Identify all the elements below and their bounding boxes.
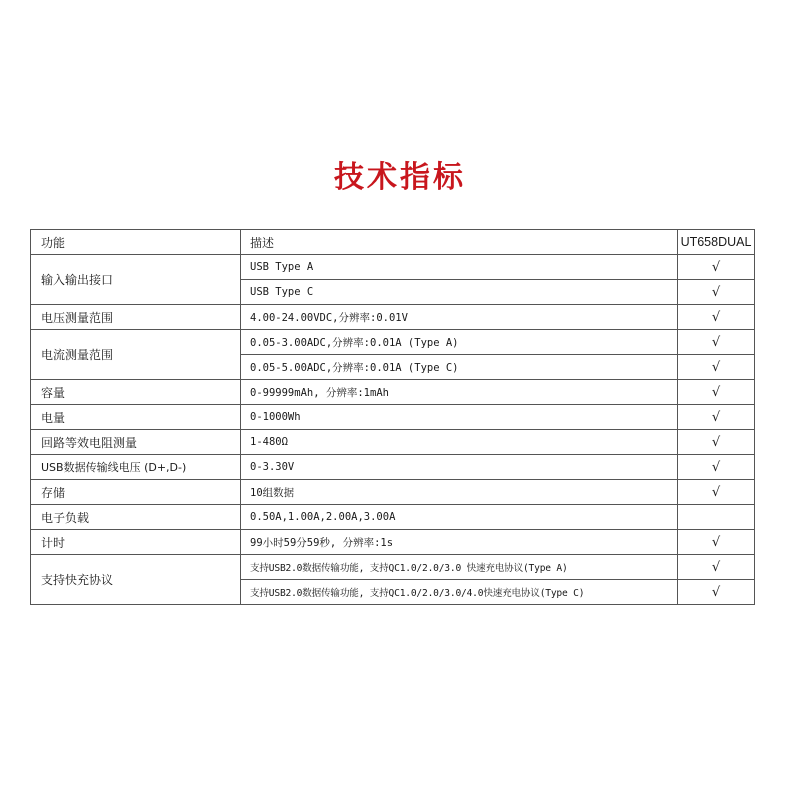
check-mark: √ [678, 480, 755, 505]
table-row [31, 455, 755, 480]
row-desc-energy: 0-1000Wh [241, 405, 678, 430]
row-desc-fast-charge-a: 支持USB2.0数据传输功能, 支持QC1.0/2.0/3.0 快速充电协议(Type A) [241, 555, 678, 580]
row-desc-capacity: 0-99999mAh, 分辨率:1mAh [241, 380, 678, 405]
row-function-timer: 计时 [31, 530, 241, 555]
table-row [31, 330, 755, 355]
check-mark: √ [678, 255, 755, 280]
row-desc-io-c: USB Type C [241, 280, 678, 305]
row-desc-current-a: 0.05-3.00ADC,分辨率:0.01A (Type A) [241, 330, 678, 355]
check-mark: √ [678, 555, 755, 580]
check-mark: √ [678, 305, 755, 330]
table-row [31, 255, 755, 280]
check-mark: √ [678, 430, 755, 455]
check-mark: √ [678, 455, 755, 480]
row-function-data-line: USB数据传输线电压 (D+,D-) [31, 455, 241, 480]
row-function-capacity: 容量 [31, 380, 241, 405]
check-mark: √ [678, 380, 755, 405]
row-function-energy: 电量 [31, 405, 241, 430]
table-row [31, 555, 755, 580]
row-function-resistance: 回路等效电阻测量 [31, 430, 241, 455]
row-function-voltage: 电压测量范围 [31, 305, 241, 330]
check-mark: √ [678, 355, 755, 380]
table-row [31, 305, 755, 330]
row-function-storage: 存储 [31, 480, 241, 505]
page-title: 技术指标 [334, 160, 466, 195]
header-description: 描述 [241, 230, 678, 255]
row-desc-resistance: 1-480Ω [241, 430, 678, 455]
row-desc-storage: 10组数据 [241, 480, 678, 505]
row-function-fast-charge: 支持快充协议 [31, 555, 241, 605]
row-desc-timer: 99小时59分59秒, 分辨率:1s [241, 530, 678, 555]
row-desc-current-c: 0.05-5.00ADC,分辨率:0.01A (Type C) [241, 355, 678, 380]
table-row [31, 380, 755, 405]
row-function-current: 电流测量范围 [31, 330, 241, 380]
check-mark: √ [678, 405, 755, 430]
table-row [31, 430, 755, 455]
check-mark: √ [678, 580, 755, 605]
spec-table [30, 229, 755, 605]
table-row [31, 480, 755, 505]
check-mark: √ [678, 330, 755, 355]
row-desc-voltage: 4.00-24.00VDC,分辨率:0.01V [241, 305, 678, 330]
table-header-row [31, 230, 755, 255]
row-desc-data-line: 0-3.30V [241, 455, 678, 480]
header-function: 功能 [31, 230, 241, 255]
row-desc-load: 0.50A,1.00A,2.00A,3.00A [241, 505, 678, 530]
row-function-io: 输入输出接口 [31, 255, 241, 305]
row-desc-io-a: USB Type A [241, 255, 678, 280]
table-row [31, 405, 755, 430]
header-model: UT658DUAL [678, 230, 755, 255]
check-mark: √ [678, 280, 755, 305]
row-desc-fast-charge-c: 支持USB2.0数据传输功能, 支持QC1.0/2.0/3.0/4.0快速充电协议(Type C) [241, 580, 678, 605]
table-row [31, 530, 755, 555]
table-row [31, 505, 755, 530]
row-function-load: 电子负载 [31, 505, 241, 530]
check-mark: √ [678, 530, 755, 555]
check-mark [678, 505, 755, 530]
